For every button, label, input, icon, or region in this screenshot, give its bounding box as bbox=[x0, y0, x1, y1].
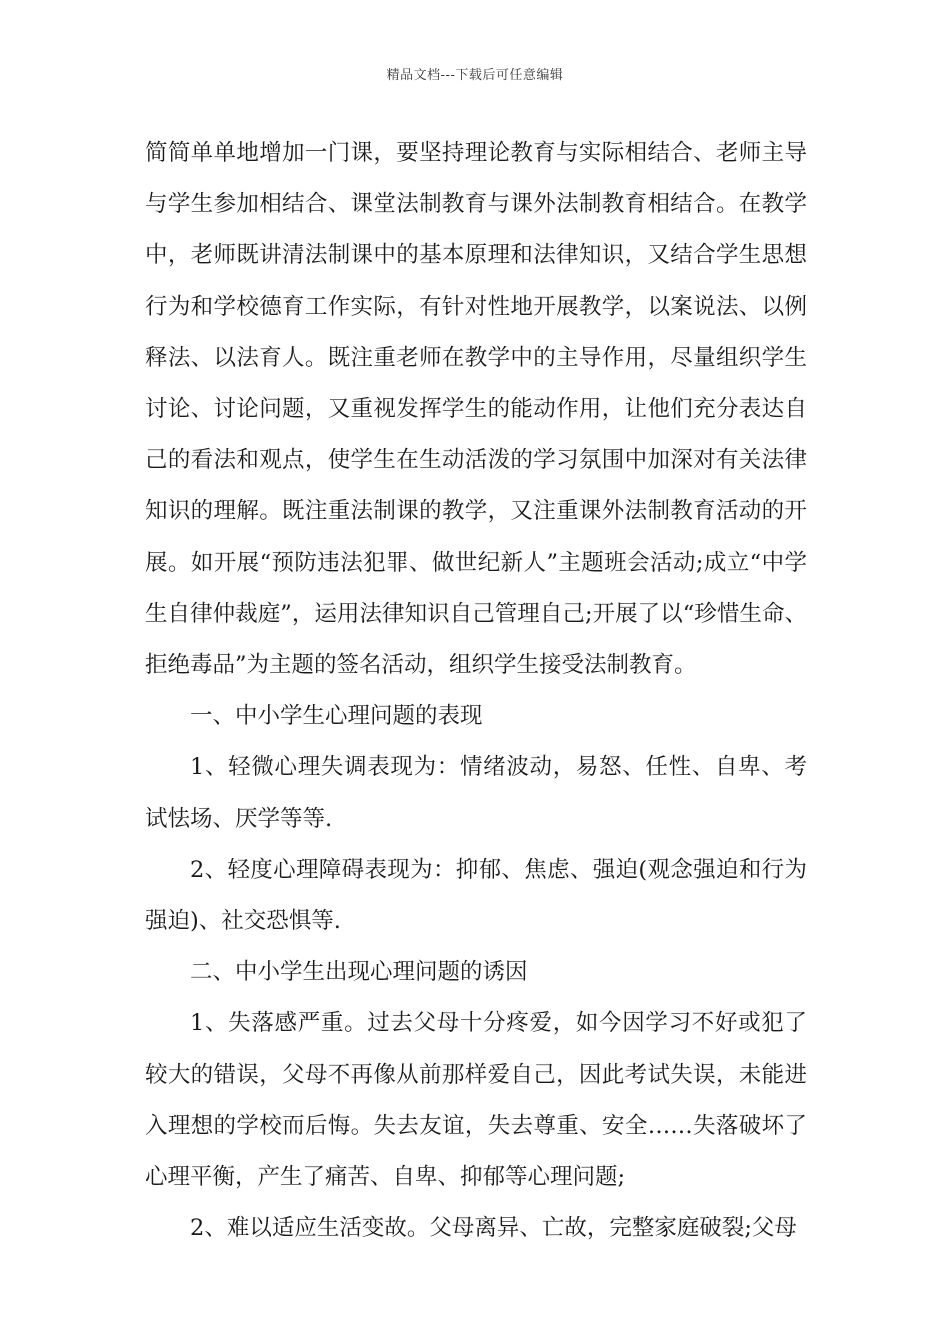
section-heading-1: 一、中小学生心理问题的表现 bbox=[190, 703, 483, 730]
list-item-2-2: 2、难以适应生活变故。父母离异、亡故，完整家庭破裂;父母 bbox=[190, 1215, 797, 1242]
list-item-2-1: 1、失落感严重。过去父母十分疼爱，如今因学习不好或犯了较大的错误，父母不再像从前那样爱自己，因此考试失误，未能进入理想的学校而后悔。失去友谊，失去尊重、安全……失落破坏了心理平衡，产生了痛苦、自卑、抑郁等心理问题; bbox=[145, 1010, 807, 1191]
paragraph-continuation: 简简单单地增加一门课，要坚持理论教育与实际相结合、老师主导与学生参加相结合、课堂法制教育与课外法制教育相结合。在教学中，老师既讲清法制课中的基本原理和法律知识，又结合学生思想行为和学校德育工作实际，有针对性地开展教学，以案说法、以例释法、以法育人。既注重老师在教学中的主导作用，尽量组织学生讨论、讨论问题，又重视发挥学生的能动作用，让他们充分表达自己的看法和观点，使学生在生动活泼的学习氛围中加深对有关法律知识的理解。既注重法制课的教学，又注重课外法制教育活动的开展。如开展“预防违法犯罪、做世纪新人”主题班会活动;成立“中学生自律仲裁庭”，运用法律知识自己管理自己;开展了以“珍惜生命、拒绝毒品”为主题的签名活动，组织学生接受法制教育。 bbox=[145, 140, 807, 679]
list-item-1-1: 1、轻微心理失调表现为：情绪波动，易怒、任性、自卑、考试怯场、厌学等等. bbox=[145, 754, 807, 832]
document-body bbox=[145, 128, 807, 1254]
list-item-1-2: 2、轻度心理障碍表现为：抑郁、焦虑、强迫(观念强迫和行为强迫)、社交恐惧等. bbox=[145, 856, 807, 935]
section-heading-2: 二、中小学生出现心理问题的诱因 bbox=[190, 959, 528, 986]
page-header: 精品文档---下载后可任意编辑 bbox=[386, 68, 564, 83]
